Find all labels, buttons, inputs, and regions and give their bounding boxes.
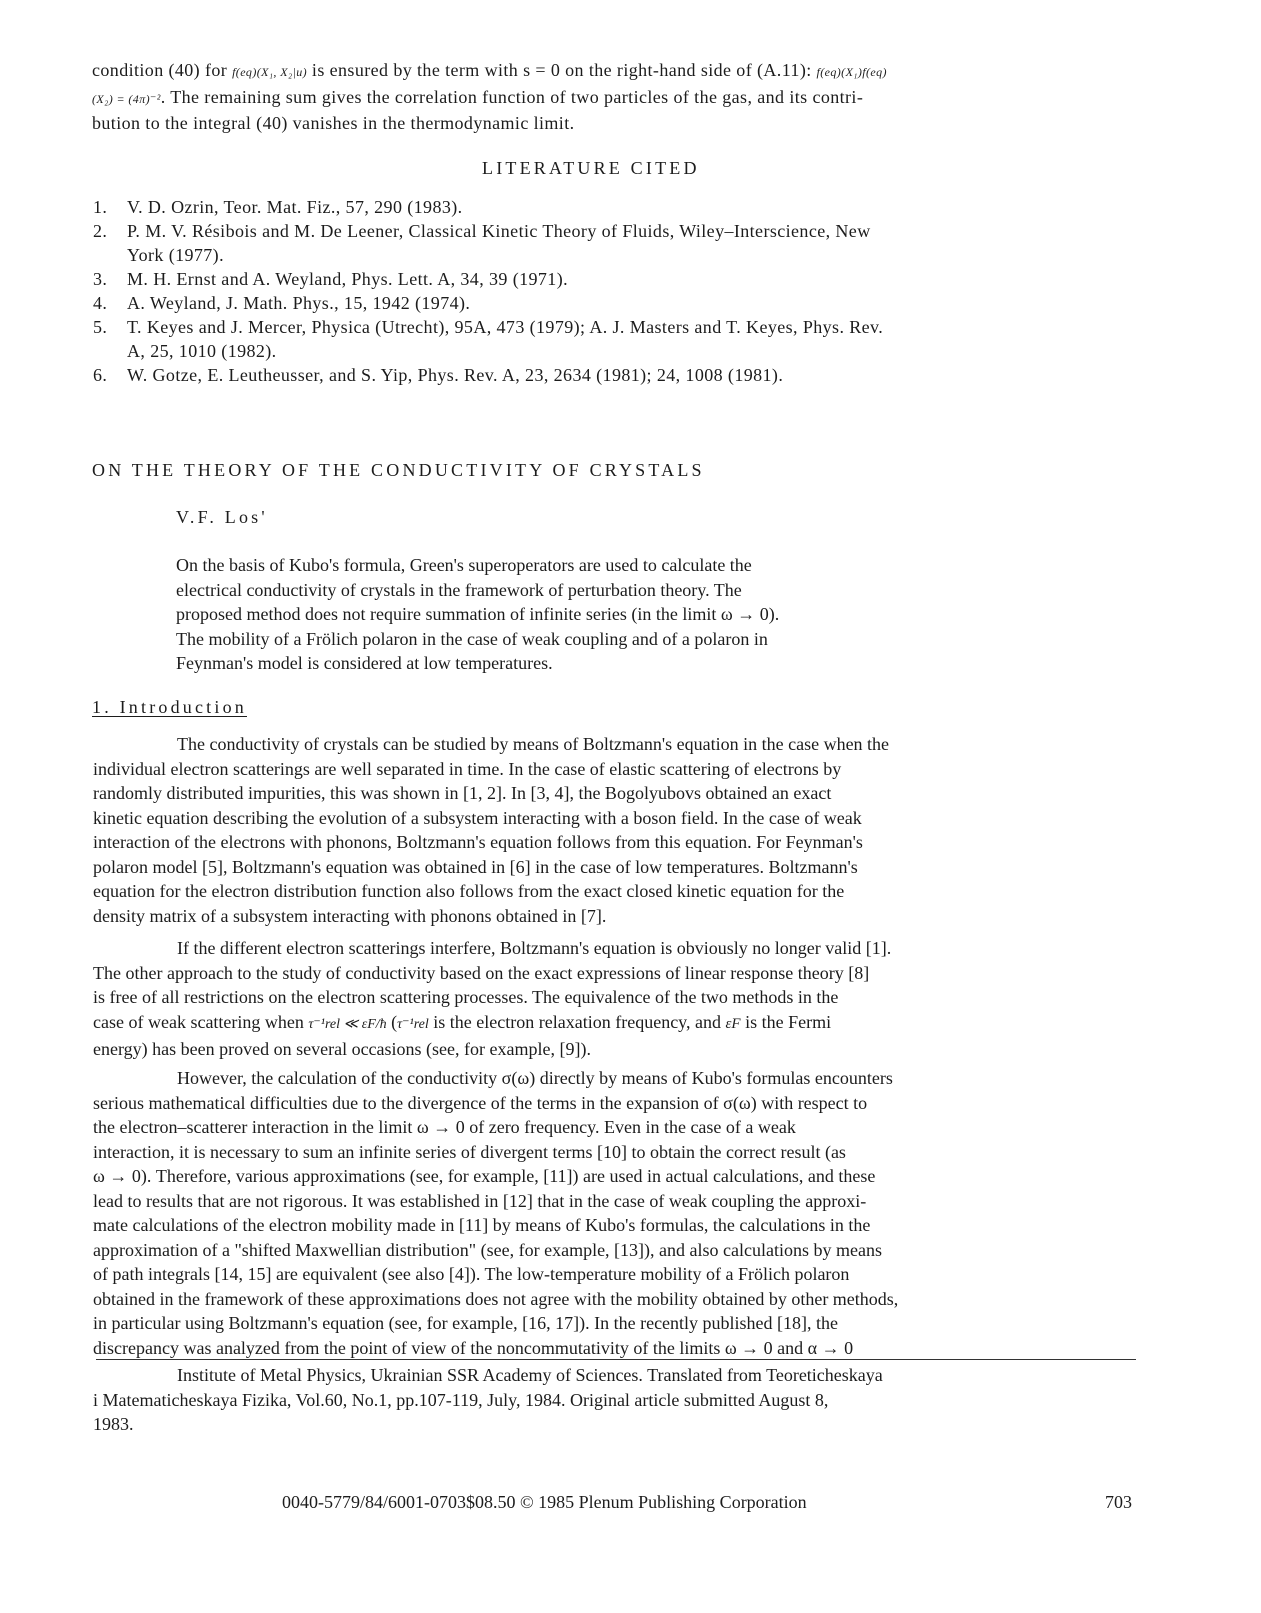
footnote-line: i Matematicheskaya Fizika, Vol.60, No.1, pp.107-119, July, 1984. Original article submitted August 8, — [93, 1389, 829, 1410]
math-inline: τ⁻¹rel — [397, 1016, 429, 1032]
paragraph-line: of path integrals [14, 15] are equivalent (see also [4]). The low-temperature mobility of a Frölich polaron — [93, 1264, 850, 1284]
math-inline: f(eq)(X₁)f(eq) — [816, 65, 887, 79]
math-inline: εF — [725, 1015, 741, 1032]
paragraph-line: randomly distributed impurities, this was shown in [1, 2]. In [3, 4], the Bogolyubovs obtained an exact — [93, 783, 832, 803]
paragraph-line: density matrix of a subsystem interacting with phonons obtained in [7]. — [93, 905, 607, 926]
abstract-line: Feynman's model is considered at low temperatures. — [176, 653, 553, 673]
article-author: V.F. Los' — [176, 507, 268, 527]
top-paragraph-line-2: (X₂) = (4π)⁻². The remaining sum gives the correlation function of two particles of the gas, and its contri- — [92, 86, 864, 107]
paragraph-line: individual electron scatterings are well separated in time. In the case of elastic scattering of electrons by — [93, 758, 842, 779]
section-heading: 1. Introduction — [92, 697, 247, 717]
paragraph-line: The other approach to the study of conductivity based on the exact expressions of linear response theory [8] — [93, 962, 870, 983]
paragraph-line: energy) has been proved on several occasions (see, for example, [9]). — [93, 1039, 591, 1059]
intro-paragraph-2 — [93, 936, 1153, 1062]
top-paragraph — [92, 58, 1152, 136]
abstract-line: electrical conductivity of crystals in the framework of perturbation theory. The — [176, 579, 742, 600]
paragraph-line: case of weak scattering when τ⁻¹rel ≪ εF/ħ (τ⁻¹rel is the electron relaxation frequency, and εF is the Fermi — [93, 1011, 832, 1032]
page-number: 703 — [1105, 1492, 1132, 1512]
abstract-line: The mobility of a Frölich polaron in the case of weak coupling and of a polaron in — [176, 628, 768, 649]
paragraph-line: However, the calculation of the conductivity σ(ω) directly by means of Kubo's formulas encounters — [177, 1068, 893, 1088]
reference-item: 6. W. Gotze, E. Leutheusser, and S. Yip, Phys. Rev. A, 23, 2634 (1981); 24, 1008 (1981). — [93, 365, 784, 385]
math-inline: τ⁻¹rel ≪ εF/ħ — [308, 1016, 387, 1032]
paragraph-line: serious mathematical difficulties due to the divergence of the terms in the expansion of σ(ω) with respect to — [93, 1092, 868, 1113]
abstract-line: proposed method does not require summation of infinite series (in the limit ω → 0). — [176, 604, 780, 624]
abstract — [176, 553, 1036, 676]
footnote-line: Institute of Metal Physics, Ukrainian SSR Academy of Sciences. Translated from Teoreticheskaya — [177, 1365, 883, 1385]
literature-heading: LITERATURE CITED — [482, 158, 700, 178]
reference-item: 4. A. Weyland, J. Math. Phys., 15, 1942 (1974). — [93, 293, 471, 313]
intro-paragraph-3 — [93, 1066, 1153, 1360]
reference-item: 5. T. Keyes and J. Mercer, Physica (Utrecht), 95A, 473 (1979); A. J. Masters and T. Keyes, Phys. Rev. A, 25, 1010 (1982). — [93, 317, 884, 361]
intro-paragraph-1 — [93, 732, 1153, 928]
paragraph-line: is free of all restrictions on the electron scattering processes. The equivalence of the two methods in the — [93, 987, 839, 1007]
paragraph-line: the electron–scatterer interaction in the limit ω → 0 of zero frequency. Even in the case of a weak — [93, 1117, 796, 1137]
article-title: ON THE THEORY OF THE CONDUCTIVITY OF CRYSTALS — [92, 460, 705, 480]
paragraph-line: If the different electron scatterings interfere, Boltzmann's equation is obviously no longer valid [1]. — [177, 938, 892, 958]
paragraph-line: interaction, it is necessary to sum an infinite series of divergent terms [10] to obtain the correct result (as — [93, 1141, 846, 1162]
paragraph-line: kinetic equation describing the evolution of a subsystem interacting with a boson field. In the case of weak — [93, 807, 862, 828]
footnote — [93, 1363, 1153, 1437]
paragraph-line: polaron model [5], Boltzmann's equation was obtained in [6] in the case of low temperatures. Boltzmann's — [93, 856, 858, 877]
footnote-line: 1983. — [93, 1414, 134, 1434]
footnote-divider — [96, 1359, 1136, 1360]
paragraph-line: discrepancy was analyzed from the point of view of the noncommutativity of the limits ω → 0 and α → 0 — [93, 1337, 854, 1358]
reference-item: 3. M. H. Ernst and A. Weyland, Phys. Lett. A, 34, 39 (1971). — [93, 269, 568, 289]
top-paragraph-line-3: bution to the integral (40) vanishes in the thermodynamic limit. — [92, 113, 575, 133]
abstract-line: On the basis of Kubo's formula, Green's superoperators are used to calculate the — [176, 555, 752, 575]
paragraph-line: ω → 0). Therefore, various approximations (see, for example, [11]) are used in actual calculations, and these — [93, 1166, 876, 1186]
paragraph-line: interaction of the electrons with phonons, Boltzmann's equation follows from this equation. For Feynman's — [93, 832, 863, 852]
math-inline: (X₂) = (4π)⁻² — [92, 91, 161, 106]
copyright-line: 0040-5779/84/6001-0703$08.50 © 1985 Plenum Publishing Corporation — [282, 1492, 807, 1512]
top-paragraph-line-1: condition (40) for f(eq)(X₁, X₂|u) is ensured by the term with s = 0 on the right-hand side of (A.11): f(eq)(X₁)f(eq) — [92, 60, 887, 80]
paragraph-line: lead to results that are not rigorous. It was established in [12] that in the case of weak coupling the approxi- — [93, 1190, 867, 1211]
paragraph-line: approximation of a "shifted Maxwellian distribution" (see, for example, [13]), and also calculations by means — [93, 1239, 882, 1260]
paragraph-line: The conductivity of crystals can be studied by means of Boltzmann's equation in the case when the — [177, 734, 890, 754]
reference-item: 1. V. D. Ozrin, Teor. Mat. Fiz., 57, 290 (1983). — [93, 197, 463, 217]
paragraph-line: mate calculations of the electron mobility made in [11] by means of Kubo's formulas, the calculations in the — [93, 1215, 871, 1235]
paragraph-line: in particular using Boltzmann's equation (see, for example, [16, 17]). In the recently published [18], the — [93, 1313, 839, 1333]
math-inline: f(eq)(X₁, X₂|u) — [232, 65, 308, 79]
paragraph-line: obtained in the framework of these approximations does not agree with the mobility obtained by other methods, — [93, 1288, 899, 1309]
paragraph-line: equation for the electron distribution function also follows from the exact closed kinetic equation for the — [93, 881, 845, 901]
reference-item: 2. P. M. V. Résibois and M. De Leener, Classical Kinetic Theory of Fluids, Wiley–Interscience, New York (1977). — [93, 221, 871, 265]
